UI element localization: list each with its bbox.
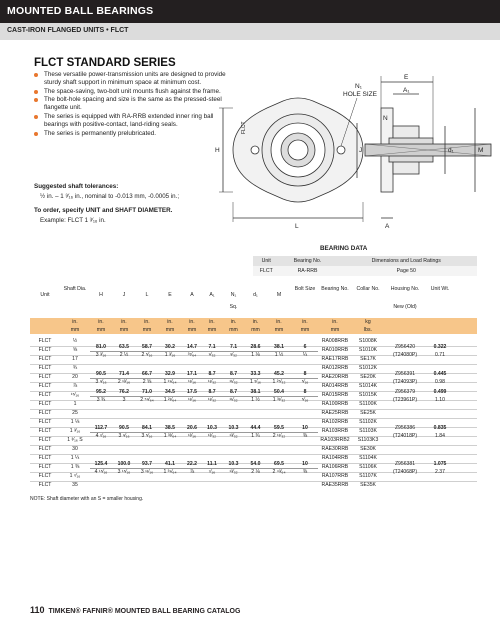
table-row-shaft: ½ — [72, 338, 78, 344]
dim-in: 1 ¾ — [251, 433, 260, 439]
table-row-collar: S1103K — [359, 428, 377, 434]
label-n: N — [383, 115, 388, 122]
group-mid-line — [90, 378, 318, 379]
housing-new: Z956386 — [394, 425, 416, 431]
dim-mm: 58.7 — [142, 344, 152, 350]
dim-mm: 8.7 — [229, 371, 238, 377]
table-row-unit: FLCT — [38, 410, 52, 416]
table-row-bearing: RA102RRB — [321, 419, 349, 425]
table-row-collar: S1106K — [359, 464, 377, 470]
dim-in: 3 ⁹⁄₁₆ — [95, 379, 107, 385]
dim-mm: 54.0 — [250, 461, 261, 467]
dim-in: ⁹⁄₃₂ — [229, 352, 238, 358]
dim-in: ¹¹⁄₃₂ — [229, 397, 238, 403]
unit-in: in. — [332, 319, 338, 325]
dim-in: ¹³⁄₃₂ — [229, 469, 238, 475]
row-divider — [30, 445, 477, 446]
series-title: FLCT STANDARD SERIES — [34, 57, 176, 69]
dim-in: 1 ½ — [251, 397, 260, 403]
dim-in: 1 ³⁄₁₆ — [164, 352, 176, 358]
col-header: Bolt Size — [294, 286, 316, 292]
unit-in: in. — [230, 319, 237, 325]
dim-in: 2 ⅝ — [142, 379, 152, 385]
bullet-icon — [34, 98, 38, 102]
dim-in: ¹³⁄₁₆ — [187, 433, 197, 439]
unit-in: in. — [121, 319, 127, 325]
bd-header-dimensions: Dimensions and Load Ratings — [336, 256, 477, 266]
table-row-unit: FLCT — [38, 419, 52, 425]
table-row-collar: SE30K — [360, 446, 376, 452]
unit-mm: lbs. — [364, 327, 372, 333]
housing-old: (T24068P) — [392, 469, 418, 475]
dim-mm: 41.1 — [165, 461, 175, 467]
dim-mm: 8 — [303, 371, 307, 377]
table-row-collar: S1100K — [359, 401, 377, 407]
col-header: H — [99, 292, 103, 298]
unit-in: in. — [167, 319, 173, 325]
dim-in: ¹¹⁄₁₆ — [187, 397, 197, 403]
dim-mm: 8.7 — [208, 389, 216, 395]
dim-mm: 38.1 — [274, 344, 284, 350]
dim-in: 1 ⁵⁄₁₆ — [250, 379, 261, 385]
table-row-shaft: 1 ³⁄₁₆ S — [67, 437, 83, 443]
tolerance-title: Suggested shaft tolerances: — [34, 183, 119, 190]
unit-mm: mm — [274, 327, 284, 333]
page-footer — [30, 605, 240, 615]
table-row-unit: FLCT — [38, 473, 52, 479]
table-row-unit: FLCT — [38, 455, 52, 461]
dim-mm: 38.5 — [165, 425, 175, 431]
dim-in: 3 ¾ — [96, 397, 106, 403]
dim-in: 2 ⅛ — [251, 469, 260, 475]
dim-mm: 112.7 — [94, 425, 108, 431]
table-row-shaft: 20 — [72, 374, 78, 380]
table-row-unit: FLCT — [38, 401, 52, 407]
bd-header-bearing: Bearing No. — [280, 256, 336, 266]
dim-in: ¹¹⁄₃₂ — [207, 379, 217, 385]
table-row-bearing: RA107RRB — [321, 473, 349, 479]
bd-header-unit: Unit — [253, 256, 280, 266]
table-row-bearing: RAE17RRB — [321, 356, 349, 362]
table-row-collar: SE17K — [360, 356, 376, 362]
table-row-bearing: RAE35RRB — [321, 482, 349, 488]
feature-list — [34, 71, 234, 138]
dim-mm: 125.4 — [94, 461, 108, 467]
dim-in: ⁵⁄₁₆ — [301, 379, 309, 385]
bearing-data-title: BEARING DATA — [320, 245, 368, 252]
table-row-collar: S1103K3 — [357, 437, 379, 443]
table-row-shaft: ¹⁵⁄₁₆ — [70, 392, 80, 398]
row-divider — [30, 364, 477, 365]
bullet-icon — [34, 115, 38, 119]
table-row-unit: FLCT — [38, 437, 52, 443]
col-header: Bearing No. — [321, 286, 349, 292]
housing-old: (T23961P) — [392, 397, 418, 403]
table-row-shaft: ¾ — [72, 365, 78, 371]
col-header: M — [276, 292, 282, 298]
housing-new: Z956420 — [394, 344, 416, 350]
dim-mm: 84.1 — [142, 425, 152, 431]
table-row-unit: FLCT — [38, 347, 52, 353]
dim-in: ⅜ — [302, 433, 308, 439]
table-row-unit: FLCT — [38, 446, 52, 452]
table-row-shaft: 1 — [73, 401, 77, 407]
table-row-shaft: 30 — [72, 446, 78, 452]
dim-mm: 10.3 — [228, 425, 239, 431]
col-header: d₁ — [253, 292, 258, 298]
label-d1: d₁ — [448, 147, 454, 154]
col-header: A₁ — [209, 292, 215, 298]
table-row-bearing: RA104RRB — [321, 455, 349, 461]
dim-in: 3 ¹¹⁄₁₆ — [140, 469, 154, 475]
dim-in: ¹³⁄₃₂ — [207, 433, 217, 439]
dim-mm: 11.1 — [207, 461, 217, 467]
dim-in: ⅞ — [189, 469, 195, 475]
dim-in: ³⁷⁄₆₄ — [187, 352, 197, 358]
unit-weight-lbs: 0.98 — [435, 379, 445, 385]
dim-mm: 20.6 — [187, 425, 197, 431]
dim-in: ¹¹⁄₃₂ — [229, 379, 238, 385]
unit-mm: mm — [119, 327, 129, 333]
table-row-shaft: 1 ⅛ — [70, 419, 80, 425]
unit-weight-lbs: 1.84 — [435, 433, 445, 439]
row-divider — [30, 418, 477, 419]
label-a: A — [385, 223, 390, 230]
table-row-collar: S1014K — [358, 383, 378, 389]
unit-in: in. — [144, 319, 150, 325]
table-row-bearing: RA008RRB — [321, 338, 349, 344]
unit-in: in. — [209, 319, 215, 325]
table-row-bearing: RA014RRB — [321, 383, 349, 389]
dim-mm: 95.2 — [96, 389, 106, 395]
unit-in: kg — [365, 319, 371, 325]
dim-mm: 90.5 — [96, 371, 106, 377]
unit-mm: mm — [207, 327, 217, 333]
label-j: J — [359, 147, 363, 154]
dim-in: 1 ³³⁄₆₄ — [163, 433, 177, 439]
dim-mm: 32.9 — [165, 371, 175, 377]
catalog-name: TIMKEN® FAFNIR® MOUNTED BALL BEARING CATALOG — [48, 608, 241, 615]
unit-in: in. — [302, 319, 308, 325]
table-row-unit: FLCT — [38, 428, 52, 434]
dim-mm: 10.3 — [207, 425, 217, 431]
dim-mm: 17.5 — [187, 389, 197, 395]
dim-mm: 66.7 — [142, 371, 152, 377]
dim-in: 2 ¹³⁄₁₆ — [117, 379, 131, 385]
table-row-bearing: RA103RRB2 — [320, 437, 350, 443]
dim-mm: 45.2 — [274, 371, 284, 377]
unit-in: in. — [98, 319, 104, 325]
dim-mm: 30.2 — [165, 344, 175, 350]
dim-in: 1 ³⁹⁄₆₄ — [163, 469, 177, 475]
table-row-collar: S1010K — [358, 347, 378, 353]
col-header-sub: Sq. — [229, 304, 238, 310]
dim-mm: 38.1 — [250, 389, 261, 395]
table-row-shaft: 25 — [72, 410, 78, 416]
dim-mm: 76.2 — [119, 389, 129, 395]
unit-in: in. — [72, 319, 78, 325]
dim-mm: 59.5 — [274, 425, 284, 431]
dim-in: 4 ¹⁵⁄₁₆ — [94, 469, 108, 475]
table-row-shaft: 1 ¼ — [70, 455, 80, 461]
table-row-shaft: ⅝ — [72, 347, 78, 353]
feature-item: The space-saving, two-bolt unit mounts flush against the frame. — [34, 88, 234, 96]
label-h: H — [215, 147, 220, 154]
dim-mm: 8.7 — [229, 389, 238, 395]
dim-in: 3 ⁵⁄₁₆ — [141, 433, 153, 439]
unit-mm: mm — [142, 327, 152, 333]
dim-in: 4 ⁷⁄₁₆ — [95, 433, 107, 439]
unit-mm: mm — [70, 327, 80, 333]
row-divider — [30, 409, 477, 410]
table-row-bearing: RA012RRB — [321, 365, 349, 371]
label-n1: N₁ — [355, 83, 362, 90]
unit-weight-kg: 0.322 — [433, 344, 447, 350]
bolt-hole-left — [251, 146, 259, 154]
dim-in: 1 ⅛ — [251, 352, 260, 358]
col-header: J — [122, 292, 126, 298]
dim-in: 2 ⁵⁄₁₆ — [141, 352, 153, 358]
table-row-collar: S1008K — [358, 338, 378, 344]
label-hole-size: HOLE SIZE — [343, 91, 377, 98]
table-row-collar: SE20K — [360, 374, 376, 380]
table-row-unit: FLCT — [38, 356, 52, 362]
col-header: Unit — [40, 292, 50, 298]
label-m: M — [478, 147, 484, 154]
unit-weight-kg: 0.835 — [433, 425, 447, 431]
tolerance-text: ½ in. – 1 ³⁄₁₆ in., nominal to -0.013 mm, -0.0005 in.; — [40, 193, 180, 200]
table-row-unit: FLCT — [38, 392, 52, 398]
bearing-unit-drawing — [205, 68, 495, 250]
row-divider — [30, 454, 477, 455]
unit-mm: mm — [251, 327, 260, 333]
group-mid-line — [90, 468, 318, 469]
page-subheader: CAST-IRON FLANGED UNITS • FLCT — [7, 27, 129, 34]
unit-in: in. — [189, 319, 195, 325]
bore — [288, 140, 308, 160]
dim-mm: 8.7 — [208, 371, 216, 377]
table-row-bearing: RAE30RRB — [321, 446, 349, 452]
dim-in: 2 ¹¹⁄₃₂ — [272, 433, 286, 439]
dim-mm: 10.3 — [228, 461, 239, 467]
dim-in: 1 ³¹⁄₃₂ — [272, 397, 286, 403]
bullet-icon — [34, 90, 38, 94]
housing-old: (T24018P) — [392, 433, 418, 439]
unit-weight-kg: 0.445 — [433, 371, 447, 377]
dim-in: ¹³⁄₃₂ — [229, 433, 238, 439]
table-row-collar: S1015K — [358, 392, 378, 398]
dim-mm: 50.4 — [274, 389, 284, 395]
table-row-collar: S1107K — [359, 473, 377, 479]
col-header: Collar No. — [356, 286, 380, 292]
table-row-collar: S1012K — [358, 365, 378, 371]
dim-in: 1 ²¹⁄₆₄ — [163, 397, 177, 403]
unit-weight-kg: 1.075 — [433, 461, 447, 467]
dim-mm: 71.0 — [142, 389, 152, 395]
dim-in: ¹¹⁄₃₂ — [207, 397, 217, 403]
unit-mm: mm — [96, 327, 106, 333]
order-instructions: To order, specify UNIT and SHAFT DIAMETER. — [34, 207, 173, 214]
housing-new: Z956379 — [394, 389, 416, 395]
col-header: Unit Wt. — [430, 286, 450, 292]
dim-mm: 90.5 — [119, 425, 129, 431]
label-a1: A₁ — [403, 87, 410, 94]
dim-mm: 8 — [303, 389, 307, 395]
bullet-icon — [34, 132, 38, 136]
bd-unit: FLCT — [253, 266, 280, 276]
dim-in: ⁵⁄₁₆ — [301, 397, 309, 403]
table-row-shaft: 1 ³⁄₁₆ — [69, 428, 81, 434]
unit-mm: mm — [229, 327, 238, 333]
col-header: E — [168, 292, 172, 298]
dim-in: 1 ¹⁹⁄₆₄ — [163, 379, 177, 385]
group-mid-line — [90, 396, 318, 397]
dim-in: ⁷⁄₁₆ — [208, 469, 216, 475]
dim-mm: 17.1 — [187, 371, 197, 377]
table-row-unit: FLCT — [38, 365, 52, 371]
dim-mm: 33.3 — [250, 371, 261, 377]
dim-in: 1 ½ — [274, 352, 284, 358]
bolt-hole-right — [337, 146, 345, 154]
bd-bearing: RA-RRB — [280, 266, 336, 276]
bullet-icon — [34, 73, 38, 77]
feature-item: The bolt-hole spacing and size is the same as the pressed-steel flangette unit. — [34, 96, 234, 112]
table-row-unit: FLCT — [38, 464, 52, 470]
dim-mm: 69.5 — [274, 461, 284, 467]
group-mid-line — [90, 351, 318, 352]
label-stamp: FLCT — [241, 121, 247, 134]
unit-weight-lbs: 1.10 — [435, 397, 445, 403]
col-header: L — [145, 292, 149, 298]
unit-mm: mm — [165, 327, 175, 333]
dim-in: 2 ⁴³⁄₆₄ — [272, 469, 286, 475]
group-mid-line — [90, 432, 318, 433]
unit-weight-lbs: 2.37 — [435, 469, 445, 475]
dim-in: 3 ¹⁵⁄₁₆ — [117, 469, 131, 475]
dim-mm: 10 — [302, 461, 308, 467]
housing-old: (T24093P) — [392, 379, 418, 385]
table-row-shaft: 35 — [72, 482, 78, 488]
dim-mm: 100.0 — [117, 461, 131, 467]
col-header: A — [190, 292, 194, 298]
label-l: L — [295, 223, 299, 230]
order-example: Example: FLCT 1 ³⁄₁₆ in. — [40, 217, 106, 224]
bd-page: Page 50 — [336, 266, 477, 276]
dim-mm: 22.2 — [187, 461, 197, 467]
table-row-collar: S1102K — [359, 419, 377, 425]
dim-in: 2 ⁵⁹⁄₆₄ — [140, 397, 154, 403]
col-header: N₁ — [230, 292, 237, 298]
row-divider — [30, 481, 477, 482]
unit-in: in. — [252, 319, 259, 325]
dim-in: ⅜ — [302, 469, 308, 475]
housing-new: Z956391 — [394, 371, 416, 377]
page-header-title: MOUNTED BALL BEARINGS — [7, 5, 154, 17]
unit-weight-lbs: 0.71 — [435, 352, 445, 358]
dim-mm: 10 — [302, 425, 308, 431]
table-row-bearing: RA015RRB — [321, 392, 349, 398]
unit-weight-kg: 0.499 — [433, 389, 447, 395]
table-row-bearing: RA103RRB — [321, 428, 349, 434]
table-row-bearing: RA010RRB — [321, 347, 349, 353]
bearing-data-table — [253, 256, 477, 276]
table-row-collar: SE35K — [360, 482, 376, 488]
dim-in: ¹¹⁄₁₆ — [187, 379, 197, 385]
table-row-bearing: RA100RRB — [321, 401, 349, 407]
unit-mm: mm — [330, 327, 340, 333]
table-row-shaft: 1 ⁷⁄₁₆ — [69, 473, 81, 479]
dim-mm: 6 — [303, 344, 307, 350]
feature-item: The series is permanently prelubricated. — [34, 130, 234, 138]
dim-mm: 44.4 — [250, 425, 261, 431]
table-row-collar: S1104K — [359, 455, 377, 461]
table-row-shaft: 17 — [72, 356, 78, 362]
dim-in: 1 ²⁵⁄₃₂ — [272, 379, 286, 385]
table-row-bearing: RAE20RRB — [321, 374, 349, 380]
dim-in: 2 ½ — [119, 352, 129, 358]
dim-in: 3 ⁹⁄₁₆ — [118, 433, 130, 439]
table-row-unit: FLCT — [38, 482, 52, 488]
label-e: E — [404, 74, 409, 81]
table-row-shaft: ⅞ — [72, 383, 78, 389]
col-header: Shaft Dia. — [63, 286, 87, 292]
dim-in: 3 — [122, 397, 126, 403]
housing-new: Z956381 — [394, 461, 416, 467]
page-number: 110 — [30, 605, 45, 615]
dim-mm: 34.5 — [165, 389, 175, 395]
dimension-table — [30, 280, 477, 495]
table-row-shaft: 1 ⅜ — [70, 464, 80, 470]
housing-old: (T24080P) — [392, 352, 418, 358]
unit-mm: mm — [300, 327, 310, 333]
table-row-unit: FLCT — [38, 338, 52, 344]
footnote: NOTE: Shaft diameter with an S = smaller housing. — [30, 496, 144, 502]
unit-mm: mm — [187, 327, 197, 333]
col-header: Housing No. — [390, 286, 420, 292]
dim-mm: 7.1 — [208, 344, 216, 350]
feature-item: The series is equipped with RA-RRB extended inner ring ball bearings with positive-contact, land-riding seals. — [34, 113, 234, 129]
feature-item: These versatile power-transmission units are designed to provide sturdy shaft support in minimum space at minimum cost. — [34, 71, 234, 87]
table-row-collar: SE25K — [360, 410, 376, 416]
dim-in: 3 ³⁄₁₆ — [95, 352, 107, 358]
table-row-bearing: RA106RRB — [321, 464, 349, 470]
table-row-bearing: RAE25RRB — [321, 410, 349, 416]
dim-mm: 28.6 — [250, 344, 261, 350]
table-row-unit: FLCT — [38, 383, 52, 389]
dim-mm: 14.7 — [187, 344, 197, 350]
dim-mm: 63.5 — [119, 344, 129, 350]
col-header-sub: New (Old) — [393, 304, 417, 310]
dim-in: ⁹⁄₃₂ — [208, 352, 216, 358]
dim-mm: 93.7 — [142, 461, 152, 467]
unit-in: in. — [276, 319, 282, 325]
table-row-unit: FLCT — [38, 374, 52, 380]
dim-mm: 71.4 — [119, 371, 129, 377]
dim-in: ¼ — [302, 352, 308, 358]
dim-mm: 7.1 — [229, 344, 238, 350]
dim-mm: 81.0 — [96, 344, 106, 350]
